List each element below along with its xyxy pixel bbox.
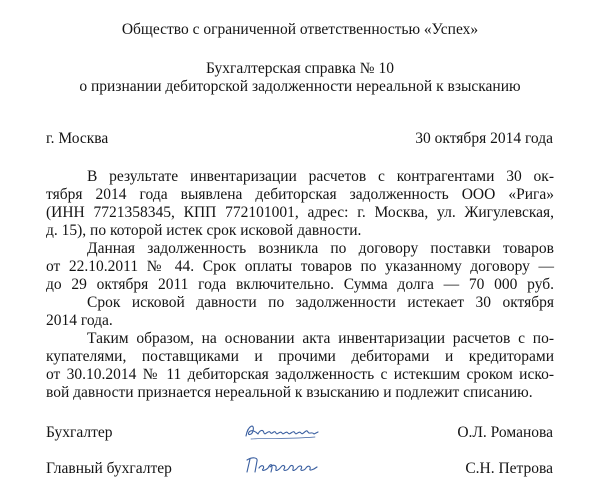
document-title: Бухгалтерская справка № 10 bbox=[206, 60, 394, 77]
text-line: купателями, поставщиками и прочими дебиторами и кредиторами bbox=[46, 347, 554, 365]
paragraph-inventory-result bbox=[46, 168, 554, 240]
text-line: д. 15), по которой истек срок исковой давности. bbox=[46, 221, 362, 239]
signer-role-accountant: Бухгалтер bbox=[46, 424, 113, 441]
document-date: 30 октября 2014 года bbox=[415, 130, 553, 147]
organization-name: Общество с ограниченной ответственностью «Успех» bbox=[121, 21, 479, 38]
text-line: (ИНН 7721358345, КПП 772101001, адрес: г. Москва, ул. Жигулевская, bbox=[46, 203, 554, 221]
document-place: г. Москва bbox=[46, 130, 109, 147]
text-line: от 22.10.2011 № 44. Срок оплаты товаров по указанному договору — bbox=[46, 257, 554, 275]
paragraph-limitation-period bbox=[46, 294, 554, 330]
text-line: от 30.10.2014 № 11 дебиторская задолженность с истекшим сроком иско- bbox=[46, 365, 554, 383]
paragraph-conclusion bbox=[46, 330, 554, 402]
text-line: Срок исковой давности по задолженности истекает 30 октября bbox=[87, 294, 554, 311]
text-line: 2014 года. bbox=[46, 311, 113, 329]
signer-name-accountant: О.Л. Романова bbox=[457, 424, 553, 441]
handwritten-signature-petrova bbox=[243, 454, 321, 478]
handwritten-signature-romanova bbox=[243, 419, 321, 443]
signer-role-chief-accountant: Главный бухгалтер bbox=[46, 460, 172, 477]
text-line: В результате инвентаризации расчетов с контрагентами 30 ок- bbox=[87, 168, 554, 185]
text-line: до 29 октября 2011 года включительно. Сумма долга — 70 000 руб. bbox=[46, 275, 554, 293]
text-line: Данная задолженность возникла по договору поставки товаров bbox=[87, 240, 554, 257]
document-subtitle: о признании дебиторской задолженности нереальной к взысканию bbox=[79, 78, 521, 95]
text-line: вой давности признается нереальной к взысканию и подлежит списанию. bbox=[46, 383, 533, 401]
text-line: тября 2014 года выявлена дебиторская задолженность ООО «Рига» bbox=[46, 185, 554, 203]
paragraph-debt-origin bbox=[46, 240, 554, 294]
text-line: Таким образом, на основании акта инвентаризации расчетов с по- bbox=[87, 330, 554, 347]
signer-name-chief-accountant: С.Н. Петрова bbox=[465, 460, 553, 477]
